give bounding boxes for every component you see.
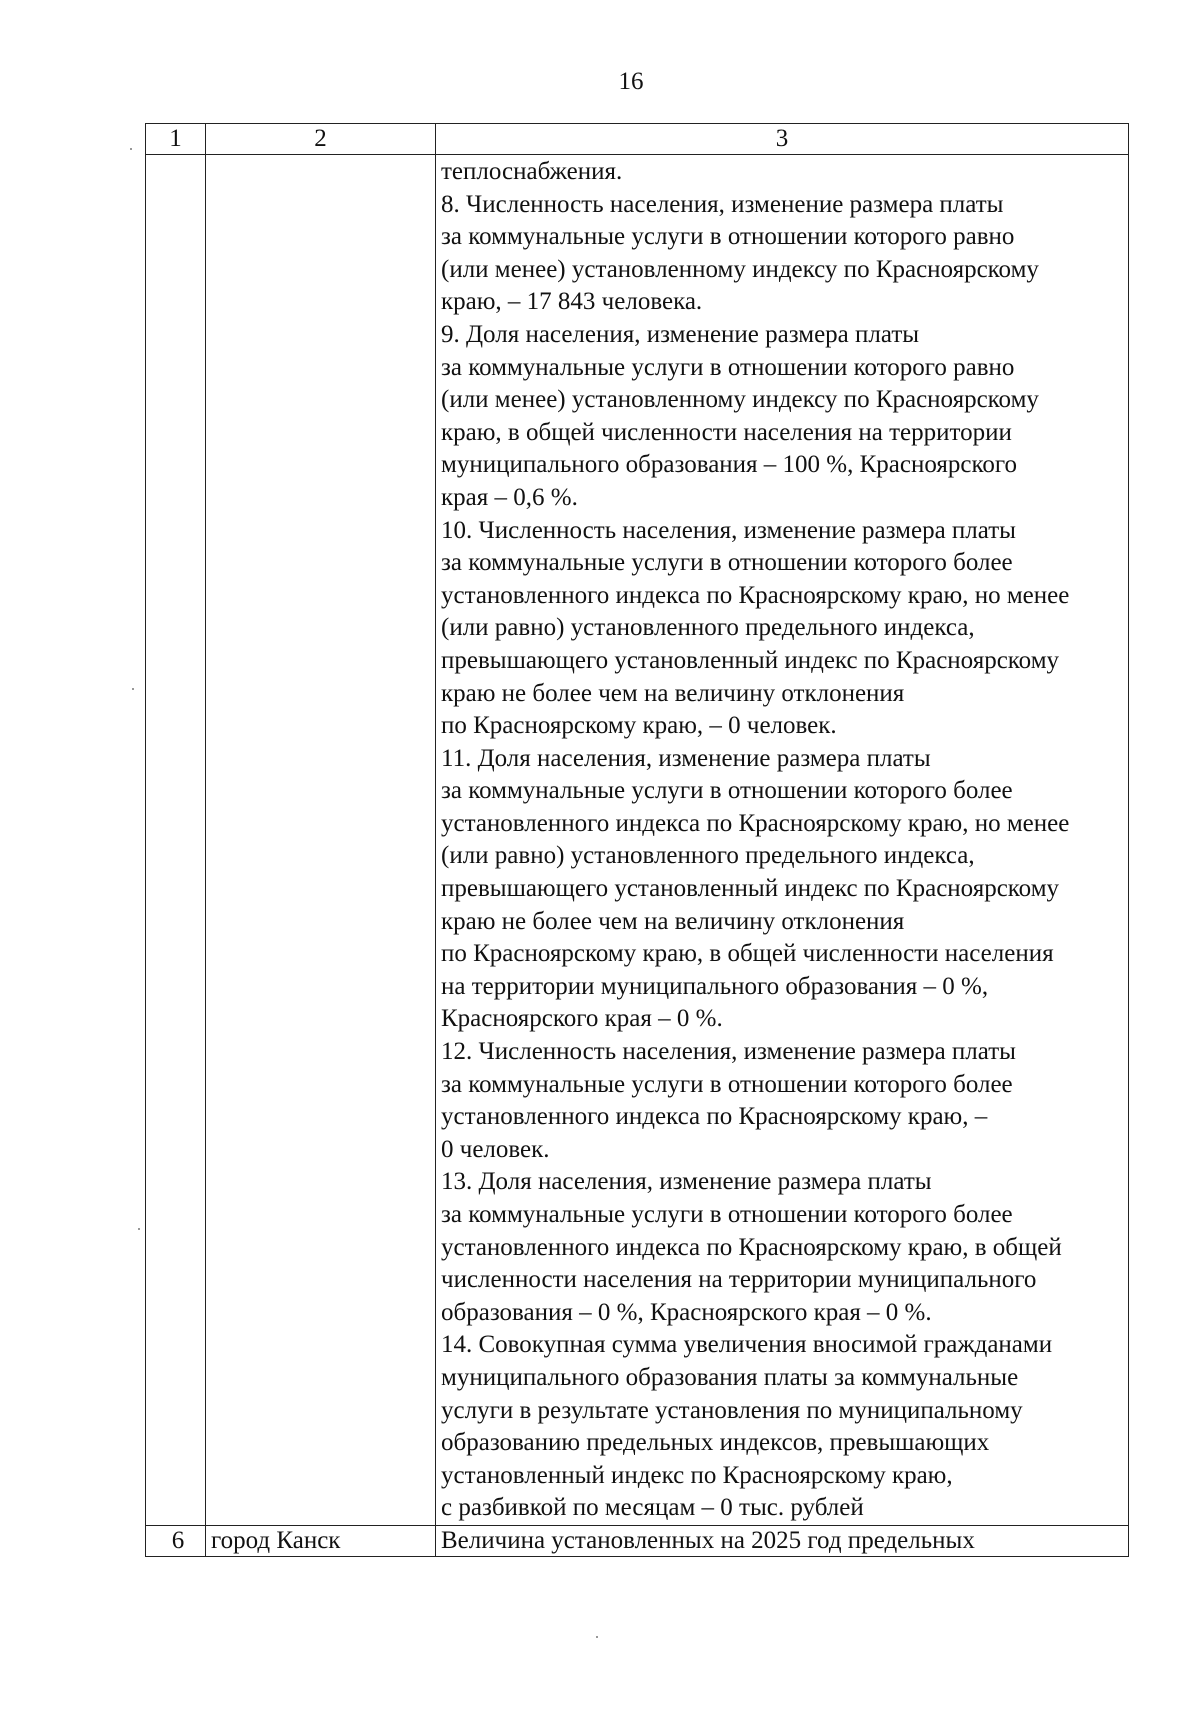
- text-line: за коммунальные услуги в отношении которого более: [441, 1201, 1013, 1228]
- text-line: за коммунальные услуги в отношении которого более: [441, 1070, 1013, 1098]
- text-line: с разбивкой по месяцам – 0 тыс. рублей: [441, 1494, 864, 1522]
- scan-speck: [596, 1636, 598, 1638]
- text-line: 10. Численность населения, изменение размера платы: [441, 516, 1016, 544]
- indicators-text: [441, 155, 1128, 1525]
- indicators-cell: Величина установленных на 2025 год предельных: [436, 1525, 1129, 1556]
- text-line: края – 0,6 %.: [441, 483, 578, 511]
- text-line: установленный индекс по Красноярскому краю,: [441, 1461, 953, 1489]
- text-line: краю не более чем на величину отклонения: [441, 679, 905, 707]
- scan-speck: [130, 148, 132, 150]
- column-header-2: 2: [206, 124, 436, 155]
- text-line: 12. Численность населения, изменение размера платы: [441, 1038, 1016, 1066]
- text-line: по Красноярскому краю, в общей численности населения: [441, 940, 1054, 968]
- text-line: превышающего установленный индекс по Красноярскому: [441, 646, 1060, 674]
- text-line: 13. Доля населения, изменение размера платы: [441, 1168, 932, 1196]
- text-line: за коммунальные услуги в отношении которого равно: [441, 223, 1015, 251]
- text-line: образования – 0 %, Красноярского края – 0 %.: [441, 1298, 932, 1326]
- text-line: образованию предельных индексов, превышающих: [441, 1429, 990, 1457]
- text-line: превышающего установленный индекс по Красноярскому: [441, 875, 1060, 903]
- text-line: за коммунальные услуги в отношении которого более: [441, 549, 1013, 577]
- data-table: [145, 123, 1129, 1557]
- column-header-1: 1: [146, 124, 206, 155]
- scan-speck: [132, 688, 134, 690]
- text-line: (или равно) установленного предельного индекса,: [441, 614, 975, 642]
- text-line: на территории муниципального образования – 0 %,: [441, 972, 989, 1000]
- page-number: 16: [618, 68, 644, 95]
- text-line: 14. Совокупная сумма увеличения вносимой гражданами: [441, 1331, 1053, 1359]
- municipality-cell: город Канск: [206, 1525, 436, 1556]
- text-line: установленного индекса по Красноярскому краю, в общей: [441, 1233, 1062, 1261]
- row-number-cell: [146, 155, 206, 1526]
- text-line: (или менее) установленному индексу по Красноярскому: [441, 386, 1039, 414]
- table-row-continued: [146, 155, 1129, 1526]
- text-line: 9. Доля населения, изменение размера платы: [441, 320, 920, 348]
- text-line: (или равно) установленного предельного индекса,: [441, 842, 975, 870]
- municipality-cell: [206, 155, 436, 1526]
- text-line: 0 человек.: [441, 1135, 550, 1163]
- text-line: теплоснабжения.: [441, 158, 623, 185]
- table-row: [146, 1525, 1129, 1556]
- text-line: установленного индекса по Красноярскому краю, но менее: [441, 581, 1070, 609]
- text-line: муниципального образования платы за коммунальные: [441, 1363, 1019, 1391]
- text-line: установленного индекса по Красноярскому краю, но менее: [441, 809, 1070, 837]
- text-line: краю, – 17 843 человека.: [441, 288, 703, 316]
- text-line: за коммунальные услуги в отношении которого равно: [441, 353, 1015, 381]
- table-header-row: [146, 124, 1129, 155]
- text-line: за коммунальные услуги в отношении которого более: [441, 777, 1013, 805]
- indicators-cell: [436, 155, 1129, 1526]
- text-line: 8. Численность населения, изменение размера платы: [441, 190, 1004, 218]
- text-line: по Красноярскому краю, – 0 человек.: [441, 712, 837, 740]
- text-line: установленного индекса по Красноярскому краю, –: [441, 1103, 988, 1131]
- text-line: численности населения на территории муниципального: [441, 1266, 1037, 1294]
- scan-speck: [138, 1228, 140, 1230]
- row-number-cell: 6: [146, 1525, 206, 1556]
- text-line: 11. Доля населения, изменение размера платы: [441, 744, 931, 772]
- text-line: краю, в общей численности населения на территории: [441, 418, 1012, 446]
- text-line: краю не более чем на величину отклонения: [441, 907, 905, 935]
- text-line: Красноярского края – 0 %.: [441, 1005, 723, 1033]
- text-line: услуги в результате установления по муниципальному: [441, 1396, 1023, 1424]
- text-line: муниципального образования – 100 %, Красноярского: [441, 451, 1017, 479]
- column-header-3: 3: [436, 124, 1129, 155]
- text-line: (или менее) установленному индексу по Красноярскому: [441, 255, 1039, 283]
